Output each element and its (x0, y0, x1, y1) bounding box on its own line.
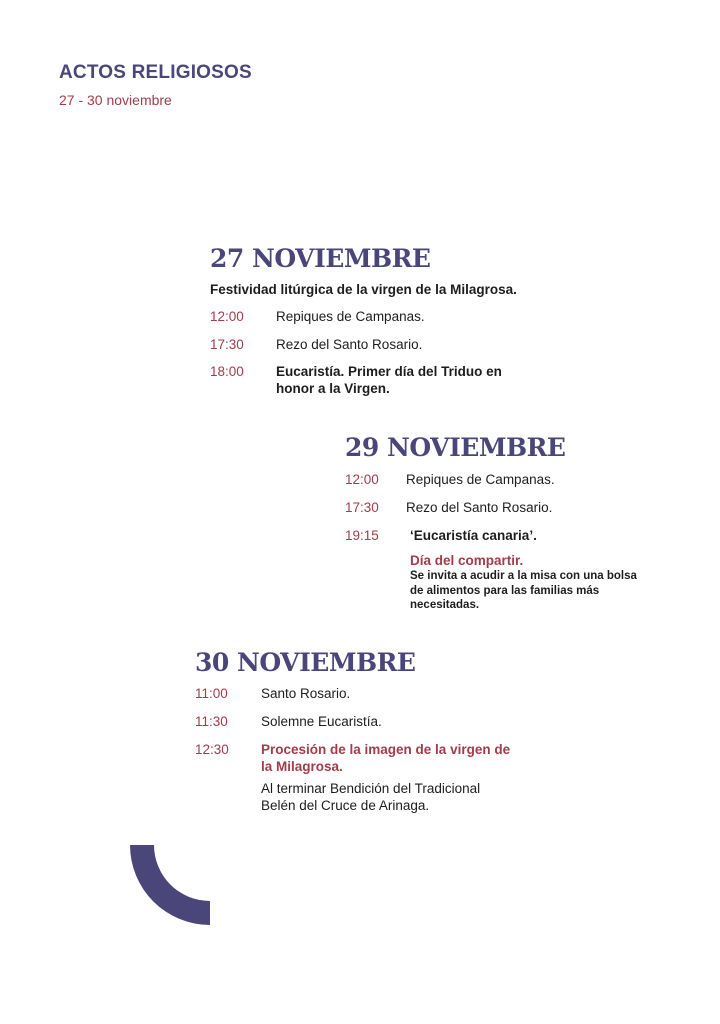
event-row (195, 713, 525, 730)
day-29-section (345, 433, 645, 613)
day-title: 27 NOVIEMBRE (210, 244, 431, 273)
event-row (195, 685, 525, 702)
event-text: Rezo del Santo Rosario. (406, 500, 553, 515)
event-row (210, 308, 530, 325)
event-text: ‘Eucaristía canaria’. (410, 528, 537, 543)
event-text: Repiques de Campanas. (406, 472, 555, 487)
day-title: 29 NOVIEMBRE (345, 433, 566, 462)
event-text: Eucaristía. Primer día del Triduo en honor a la Virgen. (276, 364, 502, 396)
event-row (195, 741, 525, 775)
page-title: ACTOS RELIGIOSOS (59, 62, 252, 83)
event-note (410, 552, 640, 613)
event-time: 17:30 (210, 337, 244, 352)
event-text: Repiques de Campanas. (276, 309, 425, 324)
event-time: 18:00 (210, 364, 244, 379)
event-time: 11:30 (195, 714, 228, 729)
event-text: Rezo del Santo Rosario. (276, 337, 423, 352)
event-time: 12:00 (345, 472, 379, 487)
decorative-arc (130, 845, 210, 925)
event-row (345, 499, 645, 516)
event-row (345, 471, 645, 488)
after-note: Al terminar Bendición del Tradicional Belén del Cruce de Arinaga. (261, 781, 481, 813)
note-text: Se invita a acudir a la misa con una bolsa de alimentos para las familias más necesitadas. (410, 570, 637, 611)
date-range: 27 - 30 noviembre (59, 92, 172, 108)
event-text: Procesión de la imagen de la virgen de la Milagrosa. (261, 742, 511, 774)
event-row (345, 527, 645, 544)
event-time: 19:15 (345, 528, 379, 543)
event-time: 11:00 (195, 686, 228, 701)
event-row (210, 363, 530, 397)
event-time: 17:30 (345, 500, 379, 515)
day-description: Festividad litúrgica de la virgen de la Milagrosa. (210, 282, 517, 297)
note-title: Día del compartir. (410, 553, 524, 568)
day-27-section (210, 244, 530, 397)
day-30-section (195, 648, 525, 814)
event-text: Solemne Eucaristía. (261, 714, 382, 729)
event-text: Santo Rosario. (261, 686, 351, 701)
event-row (210, 336, 530, 353)
event-time: 12:00 (210, 309, 244, 324)
day-title: 30 NOVIEMBRE (195, 648, 416, 677)
event-time: 12:30 (195, 742, 229, 757)
